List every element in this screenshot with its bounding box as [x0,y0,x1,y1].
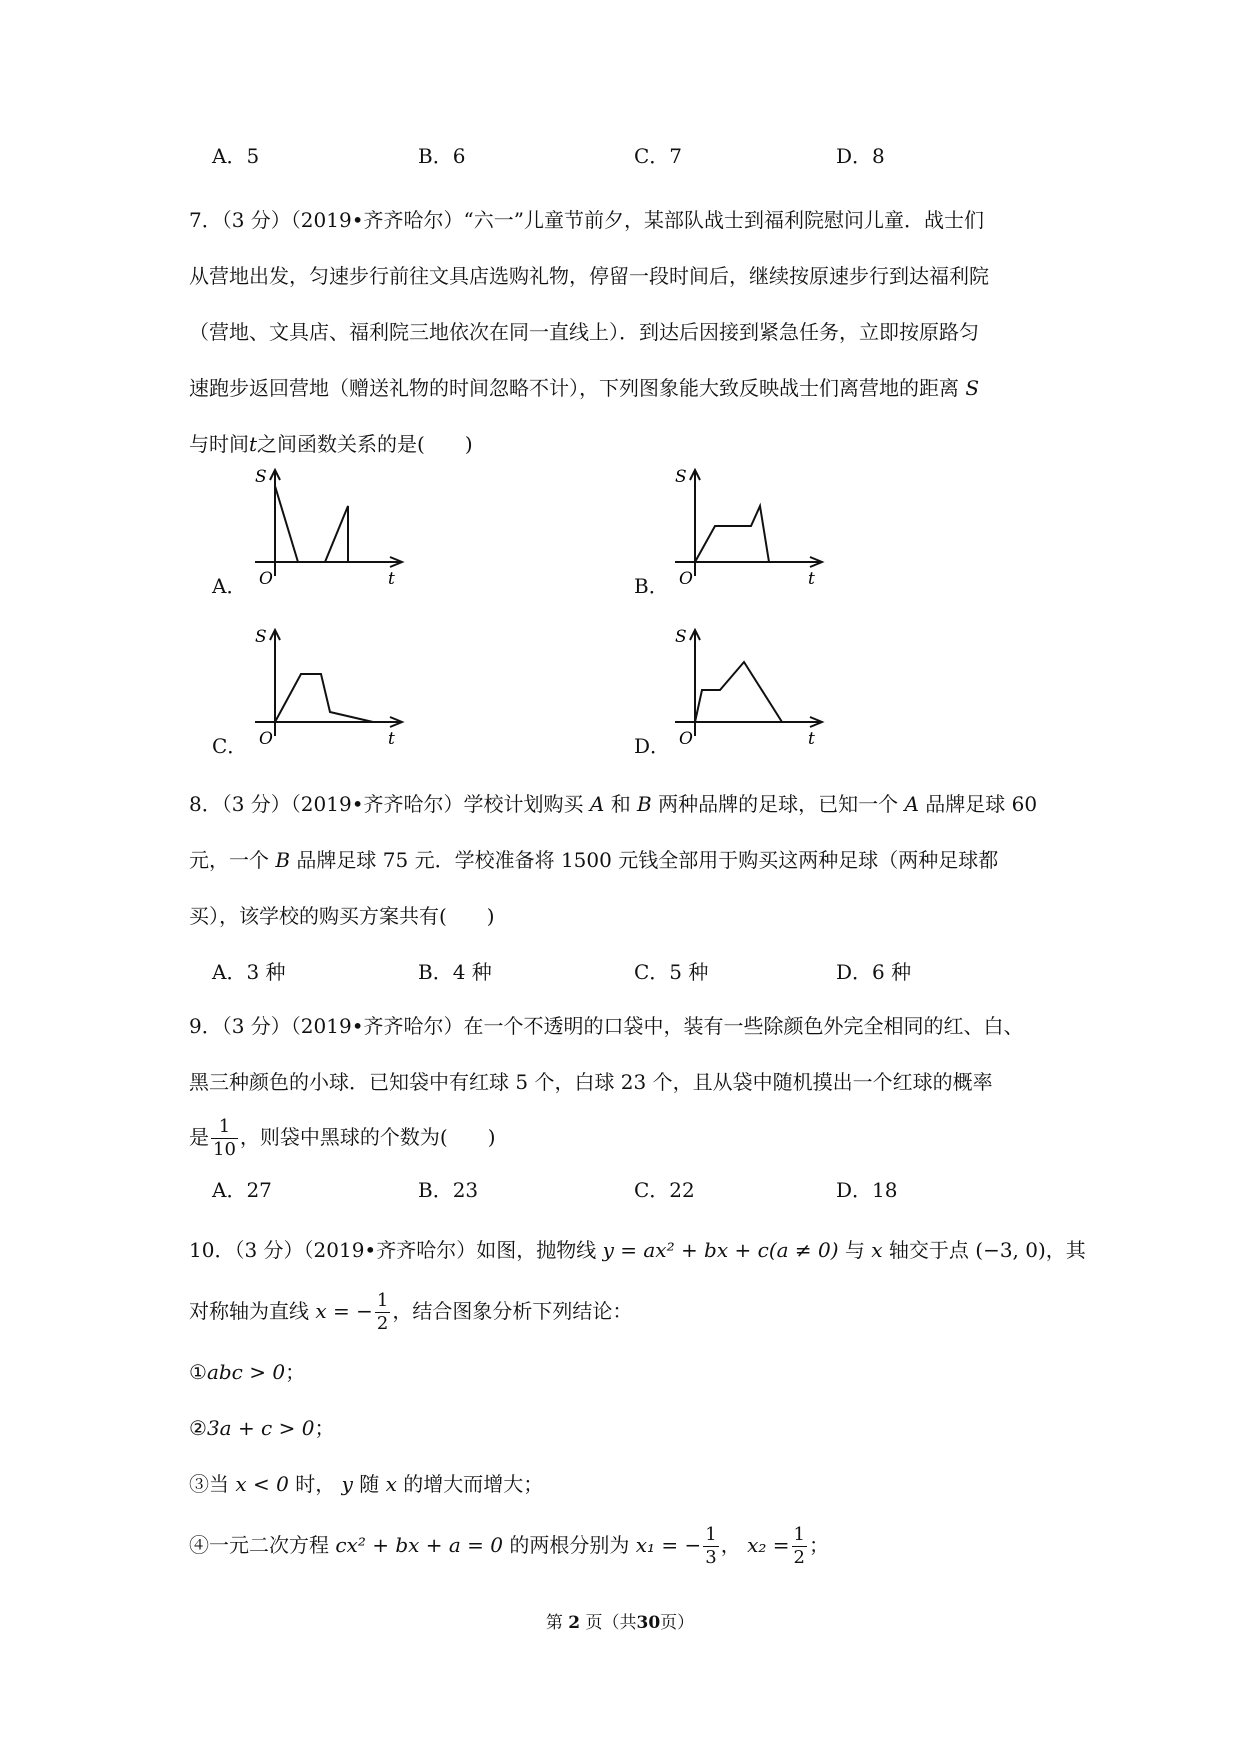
q9-line-3 [189,1116,496,1161]
q10-axis-fraction [375,1290,390,1335]
q7-option-c-label: C． [212,734,248,758]
q10-parabola: y = ax² + bx + c(a ≠ 0) [602,1238,839,1262]
q10-c4-end: ； [808,1533,829,1557]
q7-option-b-label: B． [634,574,669,598]
q10-c4-a: ④一元二次方程 [189,1533,329,1557]
q7-line-5 [189,430,473,458]
q9-fraction [211,1116,238,1161]
q10-c2-end: ； [314,1416,335,1440]
q7-var-s: S [965,376,980,400]
footer-mid: 页（共 [585,1613,637,1633]
q7-line-5-pre: 与时间 [189,432,249,456]
q7-graph-d-s: S [675,627,687,647]
footer-total-pages: 30 [636,1613,661,1633]
q10-c4-x1-den: 3 [705,1547,717,1568]
q10-c4-x2-den: 2 [793,1547,805,1568]
q10-c1-expr: abc > 0 [206,1360,286,1384]
q6-option-a: A．5 [212,144,260,168]
q10-x-var: x [871,1238,883,1262]
q8-var-a: A [589,792,605,816]
q8-line-1-b: 和 [610,792,631,816]
q10-line-1-b: 与 [844,1238,865,1262]
q7-graph-d-o: O [679,729,693,749]
q8-var-b: B [637,792,652,816]
q7-var-t: t [249,432,258,456]
q10-conclusion-2 [189,1414,334,1442]
q10-c3-b: 时， [295,1472,336,1496]
footer-post: 页） [660,1613,695,1633]
q7-option-a-label: A． [212,574,247,598]
q10-conclusion-4 [189,1524,829,1569]
q10-line-1-d: ，其 [1045,1238,1086,1262]
q6-option-d: D．8 [836,144,885,168]
q10-point: (−3, 0) [975,1238,1046,1262]
q8-line-2 [189,846,998,874]
q10-c4-sep: ， [720,1533,741,1557]
q7-line-4 [189,374,979,402]
q7-line-5-post: 之间函数关系的是( ) [257,432,473,456]
q6-option-c: C．7 [634,144,683,168]
q7-graph-c [245,626,415,756]
q7-graph-b-s: S [675,467,687,487]
q10-c3-x: x [385,1472,397,1496]
q9-option-b: B．23 [418,1178,479,1202]
q7-graph-c-t: t [388,729,395,749]
q9-option-c: C．22 [634,1178,695,1202]
q7-graph-a-t: t [388,569,395,589]
q9-line-3-pre: 是 [189,1125,209,1149]
q7-line-3: （营地、文具店、福利院三地依次在同一直线上）．到达后因接到紧急任务，立即按原路匀 [189,320,979,344]
q10-c3-c: 随 [359,1472,380,1496]
q9-option-d: D．18 [836,1178,898,1202]
q8-option-b: B．4 种 [418,960,492,984]
q7-option-d-label: D． [634,734,671,758]
q9-option-a: A．27 [212,1178,272,1202]
q10-c3-a: ③当 [189,1472,229,1496]
footer-pre: 第 [545,1613,563,1633]
q7-graph-b-t: t [808,569,815,589]
q10-line-1 [189,1236,1086,1264]
q10-c2-mark: ② [189,1416,207,1440]
q8-line-1-d: 品牌足球 60 [925,792,1038,816]
q10-c3-d: 的增大而增大； [403,1472,544,1496]
q10-c4-expr: cx² + bx + a = 0 [335,1533,504,1557]
q8-var-a-2: A [904,792,919,816]
q10-c1-mark: ① [189,1360,207,1384]
q8-line-1 [189,790,1037,818]
q8-line-2-a: 元，一个 [189,848,269,872]
q10-c4-x1-fraction [703,1524,718,1569]
q8-line-3: 买），该学校的购买方案共有( ) [189,904,495,928]
q10-c3-expr: x < 0 [235,1472,289,1496]
q9-frac-num: 1 [211,1116,238,1139]
q7-graph-c-s: S [255,627,267,647]
q10-c4-x2: x₂ = [747,1533,790,1557]
q7-line-4-text: 速跑步返回营地（赠送礼物的时间忽略不计），下列图象能大致反映战士们离营地的距离 [189,376,959,400]
q9-line-1: 9．（3 分）（2019•齐齐哈尔）在一个不透明的口袋中，装有一些除颜色外完全相同的红、白、 [189,1014,1024,1038]
q10-c1-end: ； [285,1360,306,1384]
q7-graph-b-o: O [679,569,693,589]
q10-c3-y: y [341,1472,353,1496]
q8-line-1-c: 两种品牌的足球，已知一个 [658,792,899,816]
q9-line-2: 黑三种颜色的小球．已知袋中有红球 5 个，白球 23 个，且从袋中随机摸出一个红球的概率 [189,1070,993,1094]
q6-option-b: B．6 [418,144,466,168]
q10-c2-expr: 3a + c > 0 [206,1416,315,1440]
q7-graph-a-o: O [259,569,273,589]
q9-frac-den: 10 [213,1139,236,1160]
q8-option-d: D．6 种 [836,960,912,984]
q7-graph-b [665,466,835,596]
q10-c4-x1: x₁ = − [635,1533,702,1557]
q8-var-b-2: B [275,848,291,872]
footer-page-number: 2 [568,1613,581,1633]
q10-line-2-pre: 对称轴为直线 [189,1299,309,1323]
q10-c4-x1-num: 1 [705,1524,717,1545]
q8-option-a: A．3 种 [212,960,286,984]
q10-conclusion-1 [189,1358,305,1386]
q8-option-c: C．5 种 [634,960,709,984]
q8-line-1-a: 8．（3 分）（2019•齐齐哈尔）学校计划购买 [189,792,584,816]
q7-graph-c-o: O [259,729,273,749]
q7-line-2: 从营地出发，匀速步行前往文具店选购礼物，停留一段时间后，继续按原速步行到达福利院 [189,264,989,288]
q7-graph-a-s: S [255,467,267,487]
page-footer [0,1608,1240,1633]
q9-line-3-post: ，则袋中黑球的个数为( ) [239,1125,496,1149]
q7-graph-d [665,626,835,756]
q10-line-2 [189,1290,632,1335]
q10-axis-num: 1 [376,1290,389,1311]
q10-axis-eq: x = − [315,1299,373,1323]
q10-conclusion-3 [189,1470,543,1498]
q10-line-1-c: 轴交于点 [888,1238,969,1262]
q10-c4-x2-fraction [792,1524,807,1569]
q10-c4-x2-num: 1 [793,1524,805,1545]
q10-axis-den: 2 [376,1313,389,1334]
q10-line-1-a: 10．（3 分）（2019•齐齐哈尔）如图，抛物线 [189,1238,597,1262]
q7-line-1: 7．（3 分）（2019•齐齐哈尔）“六一”儿童节前夕，某部队战士到福利院慰问儿童．战士们 [189,208,984,232]
q8-line-2-b: 品牌足球 75 元．学校准备将 1500 元钱全部用于购买这两种足球（两种足球都 [296,848,999,872]
q10-c4-b: 的两根分别为 [509,1533,630,1557]
q7-graph-d-t: t [808,729,815,749]
q10-line-2-post: ，结合图象分析下列结论： [392,1299,633,1323]
q7-graph-a [245,466,415,596]
